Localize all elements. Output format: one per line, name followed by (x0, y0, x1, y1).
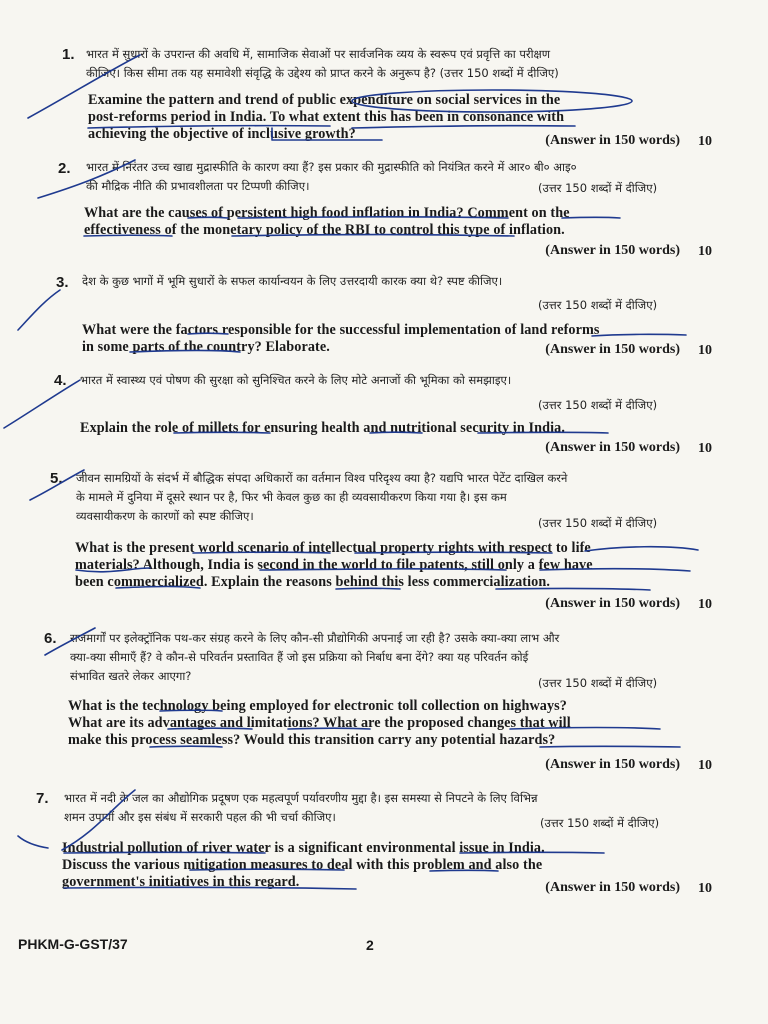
question-hindi: भारत में नदी के जल का औद्योगिक प्रदूषण एक महत्वपूर्ण पर्यावरणीय मुद्दा है। इस समस्या से निपटने के लिए विभिन्न शमन उपायों और इस संबंध में सरकारी पहल की भी चर्चा कीजिए। (64, 791, 538, 824)
hindi-word-limit: (उत्तर 150 शब्दों में दीजिए) (538, 676, 658, 690)
hindi-word-limit: (उत्तर 150 शब्दों में दीजिए) (540, 816, 660, 830)
question-english: What is the present world scenario of intellectual property rights with respect to life materials? Although, India is second in the world to file patents, still only a few have been commercialized. Explain the reasons behind this less commercialization. (75, 540, 593, 590)
question-number: 2. (58, 160, 71, 177)
marks: 10 (698, 441, 712, 456)
question-english: What were the factors responsible for the successful implementation of land reforms in some parts of the country? Elaborate. (82, 322, 600, 355)
question-english: Explain the role of millets for ensuring health and nutritional security in India. (80, 420, 565, 436)
question-hindi: राजमार्गों पर इलेक्ट्रॉनिक पथ-कर संग्रह करने के लिए कौन-सी प्रौद्योगिकी अपनाई जा रही है? उसके क्या-क्या लाभ और क्या-क्या सीमाएँ हैं? वे कौन-से परिवर्तन प्रस्तावित हैं जो इस प्रक्रिया को निर्बाध बना देंगे? क्या यह परिवर्तन कोई संभावित खतरे लेकर आएगा? (70, 631, 560, 683)
marks: 10 (698, 134, 712, 149)
question-english: Industrial pollution of river water is a significant environmental issue in India. Discuss the various mitigation measures to deal with this problem and also the government's initiatives in this regard. (62, 840, 545, 890)
marks: 10 (698, 244, 712, 259)
question-number: 5. (50, 470, 63, 487)
question-hindi: भारत में स्वास्थ्य एवं पोषण की सुरक्षा को सुनिश्चित करने के लिए मोटे अनाजों की भूमिका को समझाइए। (80, 373, 512, 387)
paper-code: PHKM-G-GST/37 (18, 936, 128, 952)
question-hindi: जीवन सामग्रियों के संदर्भ में बौद्धिक संपदा अधिकारों का वर्तमान विश्व परिदृश्य क्या है? यद्यपि भारत पेटेंट दाखिल करने के मामले में दुनिया में दूसरे स्थान पर है, फिर भी केवल कुछ का ही व्यवसायीकरण किया गया है। इस कम व्यवसायीकरण के कारणों को स्पष्ट कीजिए। (76, 471, 568, 523)
marks: 10 (698, 758, 712, 773)
question-english: Examine the pattern and trend of public expenditure on social services in the post-reforms period in India. To what extent this has been in consonance with achieving the objective of inclusive growth? (88, 92, 565, 142)
hindi-word-limit: (उत्तर 150 शब्दों में दीजिए) (538, 181, 658, 195)
marks: 10 (698, 881, 712, 896)
answer-limit: (Answer in 150 words) (545, 243, 680, 258)
pen-hook-q7 (18, 836, 48, 848)
answer-limit: (Answer in 150 words) (545, 133, 680, 148)
question-number: 1. (62, 46, 75, 63)
answer-limit: (Answer in 150 words) (545, 757, 680, 772)
pen-slash-q3 (18, 290, 60, 330)
question-english: What are the causes of persistent high food inflation in India? Comment on the effectiveness of the monetary policy of the RBI to control this type of inflation. (84, 205, 570, 238)
marks: 10 (698, 597, 712, 612)
answer-limit: (Answer in 150 words) (545, 880, 680, 895)
pen-slash-q4 (4, 380, 80, 428)
hindi-word-limit: (उत्तर 150 शब्दों में दीजिए) (538, 298, 658, 312)
page-number: 2 (366, 937, 374, 953)
answer-limit: (Answer in 150 words) (545, 342, 680, 357)
hindi-word-limit: (उत्तर 150 शब्दों में दीजिए) (538, 398, 658, 412)
question-number: 6. (44, 630, 57, 647)
question-number: 7. (36, 790, 49, 807)
answer-limit: (Answer in 150 words) (545, 596, 680, 611)
question-hindi: भारत में सुधारों के उपरान्त की अवधि में, सामाजिक सेवाओं पर सार्वजनिक व्यय के स्वरूप एवं प्रवृत्ति का परीक्षण कीजिए। किस सीमा तक यह समावेशी संवृद्धि के उद्देश्य को प्राप्त करने के अनुरूप है? (उत्तर 150 शब्दों में दीजिए) (86, 47, 559, 80)
question-hindi: भारत में निरंतर उच्च खाद्य मुद्रास्फीति के कारण क्या हैं? इस प्रकार की मुद्रास्फीति को नियंत्रित करने में आर० बी० आइ० की मौद्रिक नीति की प्रभावशीलता पर टिप्पणी कीजिए। (86, 160, 577, 193)
question-number: 4. (54, 372, 67, 389)
question-number: 3. (56, 274, 69, 291)
hindi-word-limit: (उत्तर 150 शब्दों में दीजिए) (538, 516, 658, 530)
marks: 10 (698, 343, 712, 358)
question-hindi: देश के कुछ भागों में भूमि सुधारों के सफल कार्यान्वयन के लिए उत्तरदायी कारक क्या थे? स्पष्ट कीजिए। (82, 274, 503, 288)
answer-limit: (Answer in 150 words) (545, 440, 680, 455)
question-english: What is the technology being employed for electronic toll collection on highways? What are its advantages and limitations? What are the proposed changes that will make this process seamless? Would this transition carry any potential hazards? (68, 698, 571, 748)
